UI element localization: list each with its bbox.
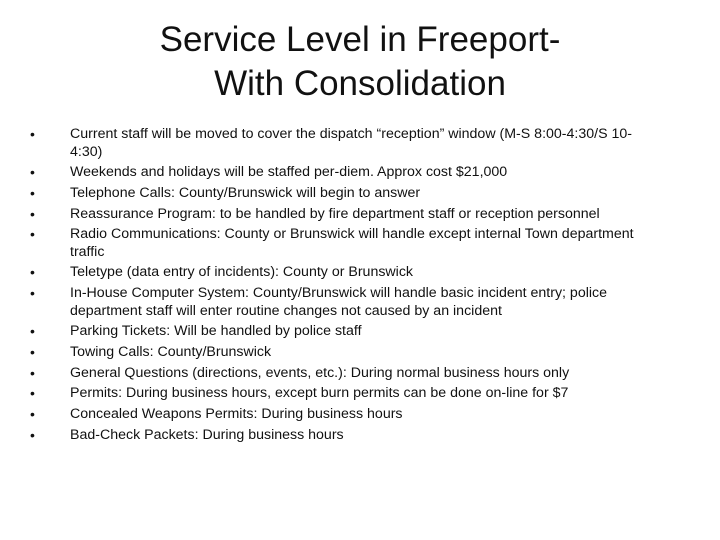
bullet-item	[30, 385, 660, 403]
bullet-item	[30, 406, 660, 424]
bullet-dot-icon: •	[30, 264, 35, 281]
bullet-text: General Questions (directions, events, etc.): During normal business hours only	[70, 364, 570, 381]
bullet-item	[30, 206, 660, 224]
bullet-text: Concealed Weapons Permits: During business hours	[70, 406, 403, 423]
bullet-dot-icon: •	[30, 426, 35, 443]
bullet-item	[30, 344, 660, 362]
bullet-text: Reassurance Program: to be handled by fire department staff or reception personnel	[70, 205, 600, 222]
bullet-list	[30, 126, 660, 447]
slide-title-line-1: Service Level in Freeport-	[159, 20, 561, 59]
bullet-item	[30, 264, 660, 282]
bullet-dot-icon: •	[30, 205, 35, 222]
bullet-dot-icon: •	[30, 285, 35, 302]
bullet-dot-icon: •	[30, 226, 35, 243]
bullet-text: Towing Calls: County/Brunswick	[70, 344, 272, 360]
bullet-dot-icon: •	[30, 323, 35, 340]
bullet-text: Permits: During business hours, except burn permits can be done on-line for $7	[70, 385, 569, 402]
bullet-dot-icon: •	[30, 126, 35, 142]
bullet-text: Radio Communications: County or Brunswick will handle except internal Town department traffic	[70, 226, 634, 260]
bullet-text: In-House Computer System: County/Brunswick will handle basic incident entry; police department staff will enter routine changes not caused by an incident	[70, 285, 607, 319]
bullet-text: Current staff will be moved to cover the dispatch “reception” window (M-S 8:00-4:30/S 10-4:30)	[70, 126, 632, 160]
bullet-dot-icon: •	[30, 406, 35, 423]
bullet-dot-icon: •	[30, 184, 35, 201]
bullet-text: Weekends and holidays will be staffed per-diem. Approx cost $21,000	[70, 164, 508, 181]
bullet-item	[30, 365, 660, 383]
bullet-dot-icon: •	[30, 344, 35, 360]
slide-title-line-2: With Consolidation	[214, 64, 506, 103]
bullet-text: Parking Tickets: Will be handled by police staff	[70, 323, 362, 340]
bullet-text: Telephone Calls: County/Brunswick will begin to answer	[70, 184, 421, 201]
bullet-dot-icon: •	[30, 385, 35, 402]
bullet-item	[30, 323, 660, 341]
bullet-item	[30, 285, 660, 320]
bullet-text: Bad-Check Packets: During business hours	[70, 426, 344, 443]
bullet-dot-icon: •	[30, 364, 35, 381]
bullet-dot-icon: •	[30, 164, 35, 181]
bullet-text: Teletype (data entry of incidents): County or Brunswick	[70, 264, 414, 281]
bullet-item	[30, 185, 660, 203]
bullet-item	[30, 126, 660, 161]
bullet-item	[30, 164, 660, 182]
slide-title	[60, 18, 660, 106]
bullet-item	[30, 427, 660, 445]
bullet-item	[30, 226, 660, 261]
